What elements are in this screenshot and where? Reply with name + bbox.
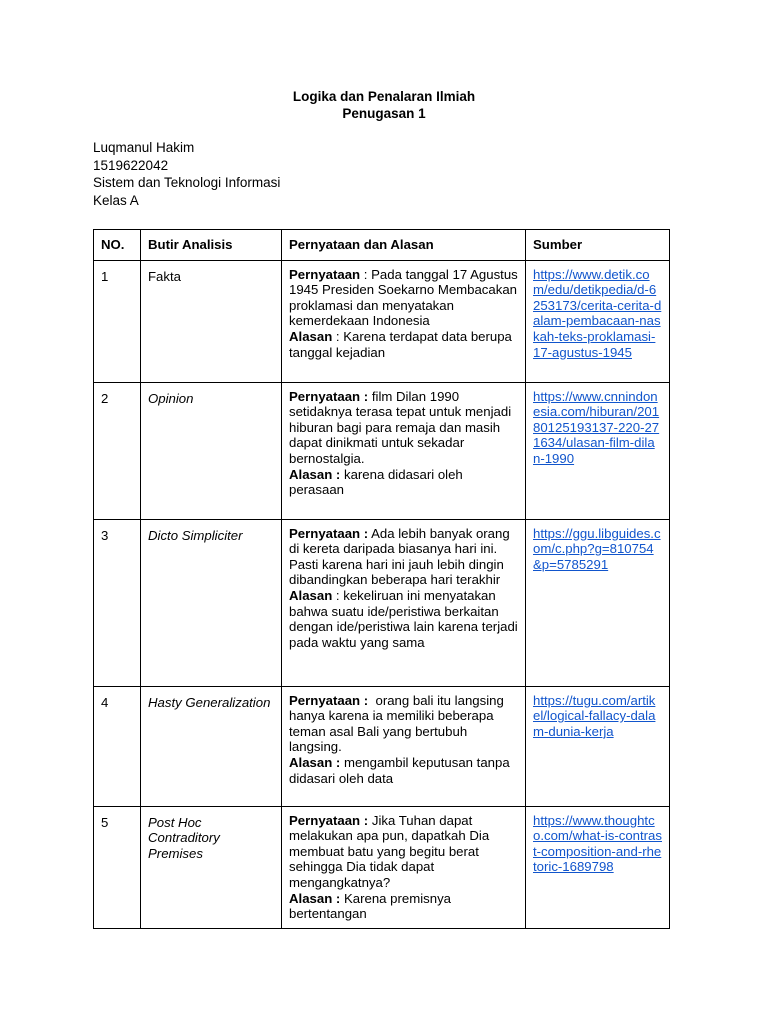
- reason-label: Alasan: [289, 466, 333, 482]
- row-statement-reason: Pernyataan : Ada lebih banyak orang di kereta daripada biasanya hari ini. Pasti karena hari ini jauh lebih dingin dibandingkan beberapa hari terakhir Alasan : kekeliruan ini menyatakan bahwa suatu ide/peristiwa berkaitan dengan ide/peristiwa lain karena terjadi pada waktu yang sama: [282, 519, 526, 686]
- table-row: [94, 260, 670, 382]
- table-row: [94, 806, 670, 928]
- reason-text: karena didasari oleh perasaan: [289, 466, 463, 498]
- statement-text: film Dilan 1990 setidaknya terasa tepat untuk menjadi hiburan bagi para remaja dan masih dapat dinikmati untuk sekadar bernostalgia.: [289, 388, 512, 466]
- header-no: NO.: [94, 230, 141, 261]
- row-number: 3: [94, 519, 141, 686]
- statement-text: orang bali itu langsing hanya karena ia memiliki beberapa teman asal Bali yang bertubuh langsing.: [289, 692, 504, 755]
- statement-label: Pernyataan: [289, 525, 361, 541]
- row-statement-reason: Pernyataan : film Dilan 1990 setidaknya terasa tepat untuk menjadi hiburan bagi para remaja dan masih dapat dinikmati untuk sekadar bernostalgia. Alasan : karena didasari oleh perasaan: [282, 382, 526, 519]
- row-item: Post Hoc Contraditory Premises: [141, 806, 282, 928]
- reason-text: Karena terdapat data berupa tanggal kejadian: [289, 328, 512, 360]
- student-program: Sistem dan Teknologi Informasi: [93, 175, 281, 190]
- row-number: 5: [94, 806, 141, 928]
- statement-label: Pernyataan: [289, 266, 361, 282]
- row-source: [526, 382, 670, 519]
- row-source: [526, 519, 670, 686]
- statement-label: Pernyataan: [289, 812, 361, 828]
- row-number: 2: [94, 382, 141, 519]
- statement-text: Jika Tuhan dapat melakukan apa pun, dapatkah Dia membuat batu yang begitu berat sehingga Dia tidak dapat mengangkatnya?: [289, 812, 490, 890]
- row-number: 1: [94, 260, 141, 382]
- row-statement-reason: Pernyataan : Jika Tuhan dapat melakukan apa pun, dapatkah Dia membuat batu yang begitu berat sehingga Dia tidak dapat mengangkatnya? Alasan : Karena premisnya bertentangan: [282, 806, 526, 928]
- reason-label: Alasan: [289, 587, 333, 603]
- statement-text: Ada lebih banyak orang di kereta daripada biasanya hari ini. Pasti karena hari ini jauh lebih dingin dibandingkan beberapa hari terakhir: [289, 525, 510, 588]
- table-header-row: [94, 230, 670, 261]
- source-link[interactable]: https://www.thoughtco.com/what-is-contrast-composition-and-rhetoric-1689798: [533, 812, 662, 875]
- table-row: [94, 519, 670, 686]
- table-row: [94, 686, 670, 806]
- row-item: Fakta: [141, 260, 282, 382]
- row-item: Hasty Generalization: [141, 686, 282, 806]
- statement-label: Pernyataan: [289, 388, 361, 404]
- reason-text: kekeliruan ini menyatakan bahwa suatu ide/peristiwa berkaitan dengan ide/peristiwa lain karena terjadi pada waktu yang sama: [289, 587, 518, 650]
- row-item: Opinion: [141, 382, 282, 519]
- row-statement-reason: Pernyataan : Pada tanggal 17 Agustus 1945 Presiden Soekarno Membacakan proklamasi dan menyatakan kemerdekaan Indonesia Alasan : Karena terdapat data berupa tanggal kejadian: [282, 260, 526, 382]
- source-link[interactable]: https://www.detik.com/edu/detikpedia/d-6253173/cerita-cerita-dalam-pembacaan-naskah-teks-proklamasi-17-agustus-1945: [533, 266, 662, 360]
- statement-text: Pada tanggal 17 Agustus 1945 Presiden Soekarno Membacakan proklamasi dan menyatakan kemerdekaan Indonesia: [289, 266, 518, 329]
- reason-text: Karena premisnya bertentangan: [289, 890, 452, 922]
- student-class: Kelas A: [93, 192, 139, 208]
- row-item: Dicto Simpliciter: [141, 519, 282, 686]
- row-source: [526, 686, 670, 806]
- table-row: [94, 382, 670, 519]
- header-source: Sumber: [526, 230, 670, 261]
- header-item: Butir Analisis: [141, 230, 282, 261]
- source-link[interactable]: https://ggu.libguides.com/c.php?g=810754&p=5785291: [533, 525, 661, 572]
- student-info: [93, 139, 280, 209]
- reason-text: mengambil keputusan tanpa didasari oleh data: [289, 754, 510, 786]
- document-title: Logika dan Penalaran Ilmiah: [292, 89, 476, 104]
- student-name: Luqmanul Hakim: [93, 140, 195, 155]
- statement-label: Pernyataan: [289, 692, 361, 708]
- row-source: [526, 806, 670, 928]
- reason-label: Alasan: [289, 328, 333, 344]
- source-link[interactable]: https://www.cnnindonesia.com/hiburan/20180125193137-220-271634/ulasan-film-dilan-1990: [533, 388, 660, 466]
- analysis-table: [93, 229, 670, 929]
- document-subtitle: Penugasan 1: [342, 106, 426, 121]
- header-statement: Pernyataan dan Alasan: [282, 230, 526, 261]
- row-number: 4: [94, 686, 141, 806]
- row-statement-reason: Pernyataan : orang bali itu langsing hanya karena ia memiliki beberapa teman asal Bali yang bertubuh langsing. Alasan : mengambil keputusan tanpa didasari oleh data: [282, 686, 526, 806]
- row-source: [526, 260, 670, 382]
- source-link[interactable]: https://tugu.com/artikel/logical-fallacy-dalam-dunia-kerja: [533, 692, 656, 739]
- reason-label: Alasan: [289, 754, 333, 770]
- student-id: 1519622042: [93, 157, 169, 173]
- reason-label: Alasan: [289, 890, 333, 906]
